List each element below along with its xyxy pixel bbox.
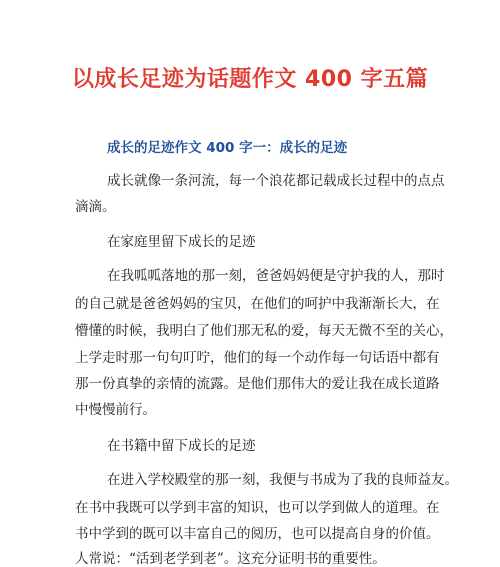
paragraph-line: 在进入学校殿堂的那一刻，我便与书成为了我的良师益友。 bbox=[107, 472, 458, 488]
paragraph-line: 人常说：“活到老学到老”。这充分证明书的重要性。 bbox=[75, 551, 386, 567]
paragraph-line: 上学走时那一句句叮咛，他们的每一个动作每一句话语中都有 bbox=[75, 350, 440, 366]
paragraph-line: 的自己就是爸爸妈妈的宝贝，在他们的呵护中我渐渐长大，在 bbox=[75, 296, 440, 312]
section-heading: 在家庭里留下成长的足迹 bbox=[107, 234, 256, 250]
paragraph-line: 滴滴。 bbox=[75, 199, 116, 215]
paragraph-line: 在书中我既可以学到丰富的知识，也可以学到做人的道理。在 bbox=[75, 500, 440, 516]
section-subtitle: 成长的足迹作文 400 字一：成长的足迹 bbox=[107, 140, 348, 156]
document-title: 以成长足迹为话题作文 400 字五篇 bbox=[71, 67, 429, 92]
paragraph-line: 中慢慢前行。 bbox=[75, 402, 156, 418]
paragraph-line: 那一份真挚的亲情的流露。是他们那伟大的爱让我在成长道路 bbox=[75, 376, 440, 392]
paragraph-line: 懵懂的时候，我明白了他们那无私的爱，每天无微不至的关心， bbox=[75, 323, 453, 339]
section-heading: 在书籍中留下成长的足迹 bbox=[107, 438, 256, 454]
paragraph-line: 在我呱呱落地的那一刻，爸爸妈妈便是守护我的人，那时 bbox=[107, 268, 445, 284]
paragraph-line: 成长就像一条河流，每一个浪花都记载成长过程中的点点 bbox=[107, 173, 445, 189]
paragraph-line: 书中学到的既可以丰富自己的阅历，也可以提高自身的价值。 bbox=[75, 526, 440, 542]
